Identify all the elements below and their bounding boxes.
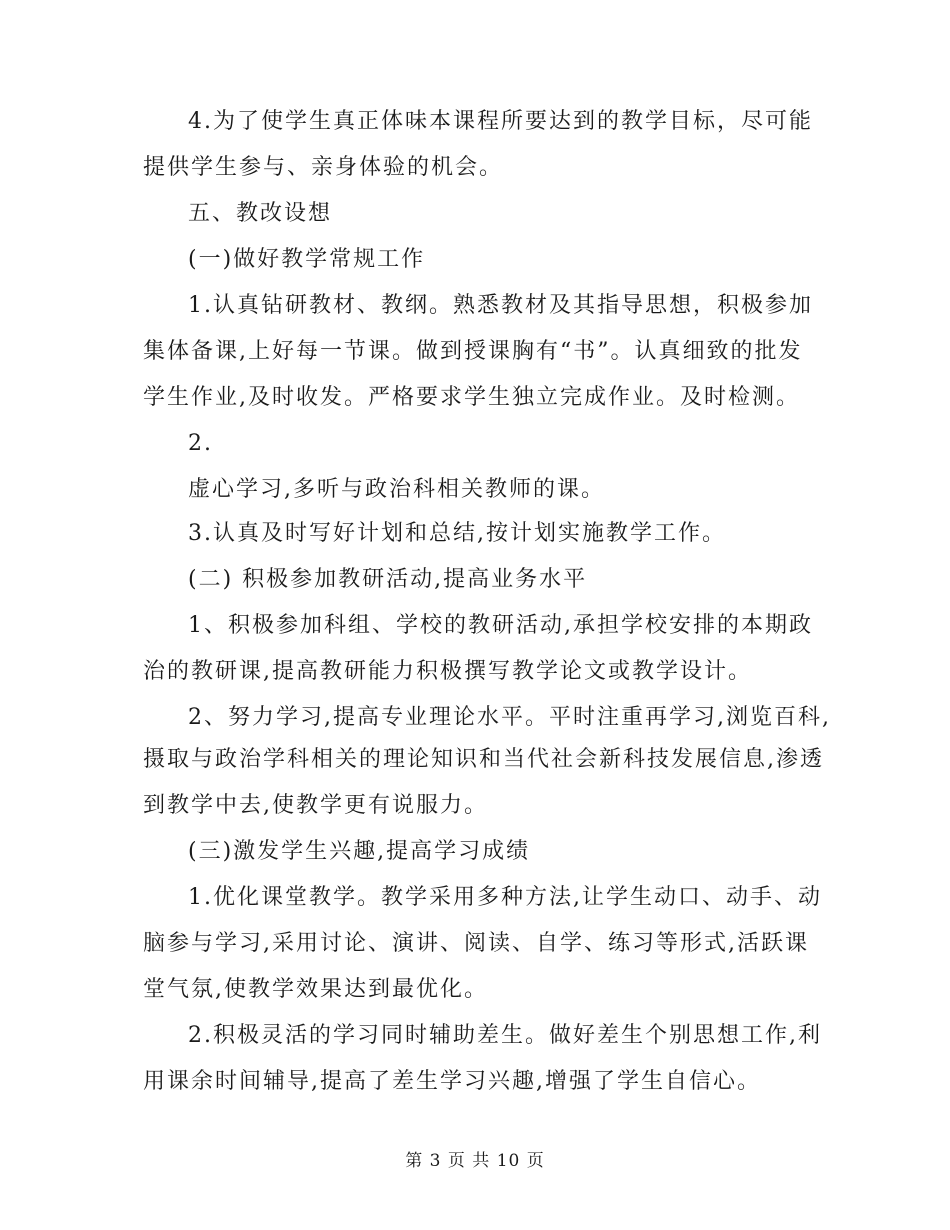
paragraph-line: 治的教研课,提高教研能力积极撰写教学论文或教学设计。 [143,659,752,684]
paragraph-line: 堂气氛,使教学效果达到最优化。 [143,977,488,1002]
section-heading: 五、教改设想 [188,201,333,226]
paragraph-line: 2.积极灵活的学习同时辅助差生。做好差生个别思想工作,利 [188,1023,822,1048]
paragraph-line: 1.认真钻研教材、教纲。熟悉教材及其指导思想，积极参加 [188,293,813,318]
page-number-footer: 第 3 页 共 10 页 [405,1151,545,1171]
paragraph-line: 学生作业,及时收发。严格要求学生独立完成作业。及时检测。 [143,385,800,410]
paragraph-line: 提供学生参与、亲身体验的机会。 [143,155,504,180]
subsection-heading: (一)做好教学常规工作 [188,247,426,272]
paragraph-line: 到教学中去,使教学更有说服力。 [143,793,488,818]
paragraph-line: 2. [188,431,213,456]
subsection-heading: (二) 积极参加教研活动,提高业务水平 [188,567,588,592]
paragraph-line: 1.优化课堂教学。教学采用多种方法,让学生动口、动手、动 [188,885,822,910]
paragraph-line: 摄取与政治学科相关的理论知识和当代社会新科技发展信息,渗透 [143,747,824,772]
paragraph-line: 虚心学习,多听与政治科相关教师的课。 [188,477,605,502]
paragraph-line: 1、积极参加科组、学校的教研活动,承担学校安排的本期政 [188,613,813,638]
paragraph-line: 3.认真及时写好计划和总结,按计划实施教学工作。 [188,521,726,546]
subsection-heading: (三)激发学生兴趣,提高学习成绩 [188,839,531,864]
paragraph-line: 用课余时间辅导,提高了差生学习兴趣,增强了学生自信心。 [143,1069,761,1094]
paragraph-line: 2、努力学习,提高专业理论水平。平时注重再学习,浏览百科, [188,705,831,730]
paragraph-line: 4.为了使学生真正体味本课程所要达到的教学目标，尽可能 [188,109,813,134]
paragraph-line: 脑参与学习,采用讨论、演讲、阅读、自学、练习等形式,活跃课 [143,931,809,956]
paragraph-line: 集体备课,上好每一节课。做到授课胸有“书”。认真细致的批发 [143,339,803,364]
